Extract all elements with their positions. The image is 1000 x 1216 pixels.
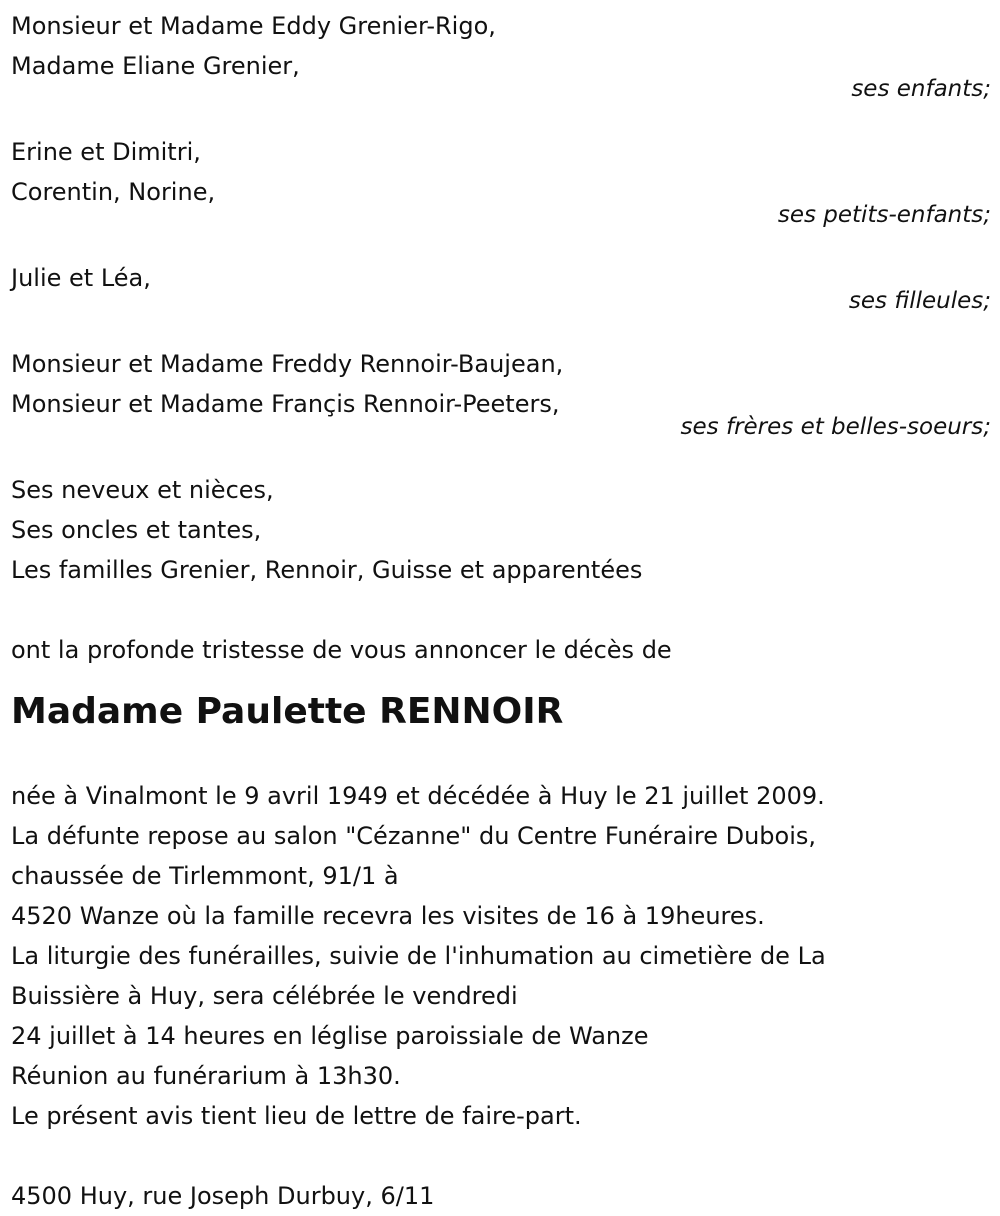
name-line: Monsieur et Madame Freddy Rennoir-Baujean,: [11, 350, 564, 378]
deceased-name: Madame Paulette RENNOIR: [11, 691, 564, 732]
detail-line: 24 juillet à 14 heures en léglise paroissiale de Wanze: [11, 1022, 649, 1050]
obituary-notice: [11, 6, 991, 1216]
name-line: Madame Eliane Grenier,: [11, 52, 300, 80]
relatives-line: Les familles Grenier, Rennoir, Guisse et apparentées: [11, 556, 643, 584]
family-address: 4500 Huy, rue Joseph Durbuy, 6/11: [11, 1182, 435, 1210]
name-line: Monsieur et Madame Françis Rennoir-Peeters,: [11, 390, 560, 418]
name-line: Julie et Léa,: [11, 264, 151, 292]
detail-line: 4520 Wanze où la famille recevra les visites de 16 à 19heures.: [11, 902, 765, 930]
detail-line: Buissière à Huy, sera célébrée le vendredi: [11, 982, 518, 1010]
detail-line: Réunion au funérarium à 13h30.: [11, 1062, 401, 1090]
relatives-list: [11, 470, 991, 590]
family-group-grandchildren: [11, 132, 991, 235]
funeral-details: [11, 776, 991, 1136]
relation-label: ses petits-enfants;: [777, 202, 991, 228]
relatives-line: Ses oncles et tantes,: [11, 516, 262, 544]
name-line: Corentin, Norine,: [11, 178, 216, 206]
relation-label: ses frères et belles-soeurs;: [680, 414, 991, 440]
family-group-goddaughters: [11, 258, 991, 321]
detail-line: née à Vinalmont le 9 avril 1949 et décédée à Huy le 21 juillet 2009.: [11, 782, 825, 810]
relation-label: ses enfants;: [851, 76, 991, 102]
relation-label: ses filleules;: [848, 288, 991, 314]
detail-line: Le présent avis tient lieu de lettre de faire-part.: [11, 1102, 582, 1130]
family-group-siblings: [11, 344, 991, 447]
name-line: Monsieur et Madame Eddy Grenier-Rigo,: [11, 12, 496, 40]
name-line: Erine et Dimitri,: [11, 138, 201, 166]
relatives-line: Ses neveux et nièces,: [11, 476, 274, 504]
family-group-children: [11, 6, 991, 109]
detail-line: La défunte repose au salon "Cézanne" du Centre Funéraire Dubois,: [11, 822, 816, 850]
announcement-text: ont la profonde tristesse de vous annoncer le décès de: [11, 636, 672, 664]
detail-line: chaussée de Tirlemmont, 91/1 à: [11, 862, 399, 890]
detail-line: La liturgie des funérailles, suivie de l'inhumation au cimetière de La: [11, 942, 826, 970]
